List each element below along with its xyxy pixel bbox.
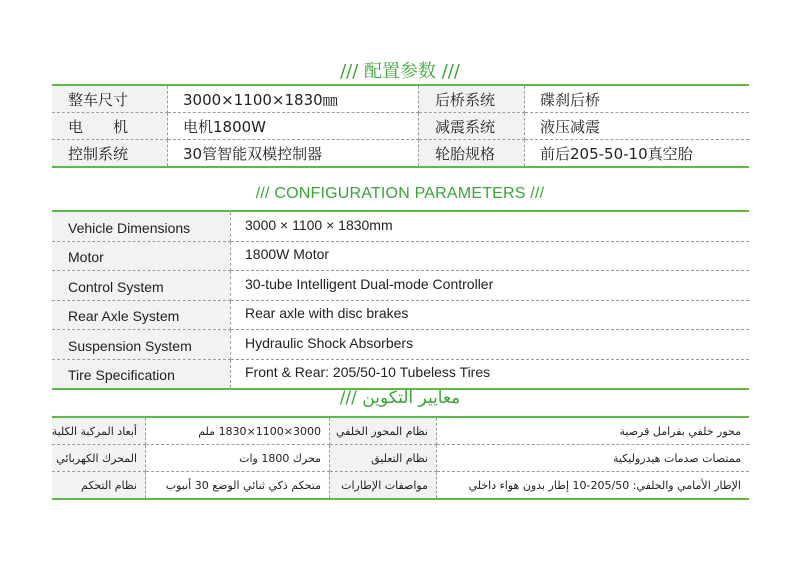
spec-value: 液压减震	[525, 113, 750, 140]
spec-label: 轮胎规格	[419, 140, 525, 168]
spec-value: 30-tube Intelligent Dual-mode Controller	[231, 271, 750, 301]
english-spec-table	[52, 210, 749, 390]
spec-label: Tire Specification	[52, 359, 231, 389]
spec-label: 减震系统	[419, 113, 525, 140]
spec-label: أبعاد المركبة الكلية	[52, 417, 146, 445]
spec-value: محور خلفي بفرامل قرصية	[437, 417, 750, 445]
spec-value: الإطار الأمامي والخلفي: 205/50-10 إطار بدون هواء داخلي	[468, 478, 741, 492]
spec-label: 控制系统	[52, 140, 168, 168]
chinese-spec-table	[52, 84, 749, 168]
spec-label: مواصفات الإطارات	[330, 472, 437, 500]
spec-value: 碟刹后桥	[525, 85, 750, 113]
spec-label: Motor	[52, 241, 231, 271]
spec-label: 后桥系统	[419, 85, 525, 113]
spec-value: Front & Rear: 205/50-10 Tubeless Tires	[245, 364, 491, 381]
table-row	[52, 417, 749, 445]
table-row	[52, 472, 749, 500]
spec-label: Suspension System	[52, 330, 231, 360]
table-row	[52, 445, 749, 472]
spec-value: Rear axle with disc brakes	[231, 300, 750, 330]
arabic-section-title: /// معايير التكوين	[339, 388, 461, 408]
spec-value: متحكم ذكي ثنائي الوضع 30 أنبوب	[146, 472, 330, 500]
spec-label: المحرك الكهربائي	[52, 445, 146, 472]
table-row	[52, 140, 749, 168]
table-row	[52, 359, 749, 389]
spec-value: محرك 1800 وات	[146, 445, 330, 472]
spec-value: 3000 × 1100 × 1830mm	[231, 211, 750, 241]
table-row	[52, 300, 749, 330]
table-row	[52, 241, 749, 271]
chinese-section-title: /// 配置参数 ///	[340, 61, 460, 82]
spec-value: 3000×1100×1830㎜	[168, 85, 419, 113]
spec-value: 电机1800W	[168, 113, 419, 140]
spec-value: Hydraulic Shock Absorbers	[231, 330, 750, 360]
spec-label: نظام التحكم	[52, 472, 146, 500]
spec-label: Rear Axle System	[52, 300, 231, 330]
spec-value: 30管智能双模控制器	[168, 140, 419, 168]
spec-label: نظام التعليق	[330, 445, 437, 472]
spec-label: 整车尺寸	[52, 85, 168, 113]
spec-label: نظام المحور الخلفي	[330, 417, 437, 445]
english-section-title: /// CONFIGURATION PARAMETERS ///	[255, 185, 545, 202]
table-row	[52, 330, 749, 360]
spec-label: 电 机	[52, 113, 168, 140]
table-row	[52, 113, 749, 140]
spec-label: Vehicle Dimensions	[52, 211, 231, 241]
spec-value: 前后205-50-10真空胎	[540, 144, 693, 163]
table-row	[52, 85, 749, 113]
spec-value: 3000×1100×1830 ملم	[146, 417, 330, 445]
spec-value: ممتصات صدمات هيدروليكية	[437, 445, 750, 472]
spec-label: Control System	[52, 271, 231, 301]
spec-value: 1800W Motor	[231, 241, 750, 271]
table-row	[52, 211, 749, 241]
table-row	[52, 271, 749, 301]
arabic-spec-table	[52, 416, 749, 500]
